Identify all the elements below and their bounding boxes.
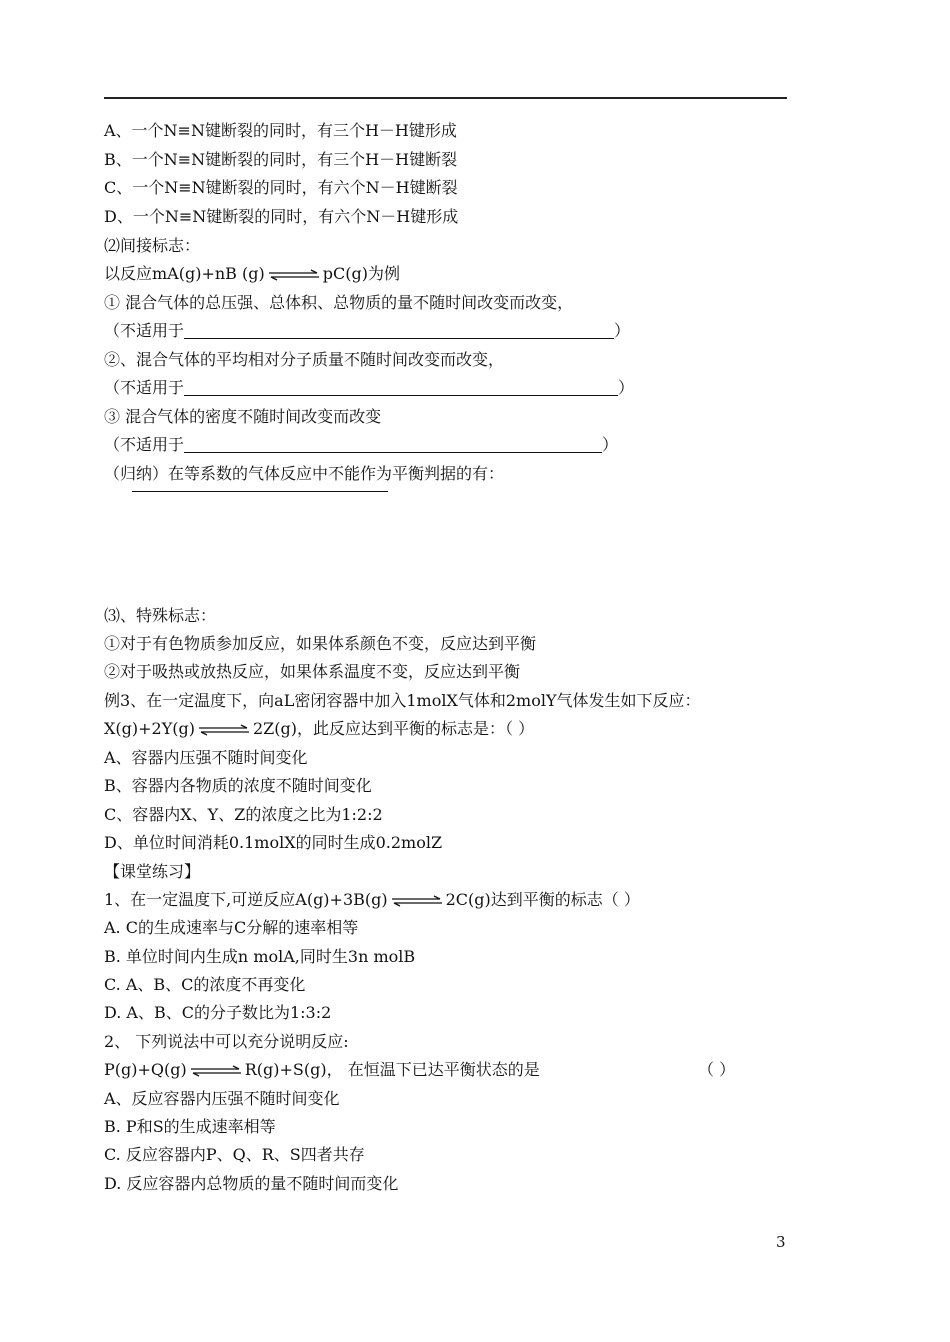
practice-1-option-a: A. C的生成速率与C分解的速率相等	[104, 918, 359, 937]
equilibrium-arrow-icon	[197, 724, 251, 736]
criterion-3: ③ 混合气体的密度不随时间改变而改变	[104, 407, 382, 426]
example-3-reaction: X(g)+2Y(g) 2Z(g)，此反应达到平衡的标志是：（ ）	[104, 719, 535, 738]
equilibrium-arrow-icon	[267, 269, 321, 281]
equilibrium-arrow-icon	[189, 1065, 243, 1077]
special-2: ②对于吸热或放热反应，如果体系温度不变，反应达到平衡	[104, 662, 521, 681]
practice-2-answer-paren: （ ）	[698, 1060, 736, 1079]
practice-2-reaction: P(g)+Q(g) R(g)+S(g)， 在恒温下已达平衡状态的是	[104, 1060, 540, 1079]
practice-1-option-c: C. A、B、C的浓度不再变化	[104, 975, 306, 994]
option-c: C、一个N≡N键断裂的同时，有六个N－H键断裂	[104, 178, 458, 197]
equilibrium-arrow-icon	[390, 895, 444, 907]
criterion-2: ②、混合气体的平均相对分子质量不随时间改变而改变，	[104, 350, 505, 369]
blank-line-1: （不适用于 ）	[104, 321, 631, 340]
blank-line-2: （不适用于 ）	[104, 378, 635, 397]
practice-2-stem: 2、 下列说法中可以充分说明反应:	[104, 1032, 349, 1051]
practice-1-stem: 1、在一定温度下,可逆反应A(g)+3B(g) 2C(g)达到平衡的标志（ ）	[104, 890, 640, 909]
blank-line-3: （不适用于 ）	[104, 435, 619, 454]
example-3-option-a: A、容器内压强不随时间变化	[104, 748, 308, 767]
reaction-left: 以反应mA(g)+nB (g)	[104, 264, 265, 283]
option-d: D、一个N≡N键断裂的同时，有六个N－H键形成	[104, 207, 459, 226]
option-b: B、一个N≡N键断裂的同时，有三个H－H键断裂	[104, 150, 458, 169]
example-3-option-d: D、单位时间消耗0.1molX的同时生成0.2molZ	[104, 833, 443, 852]
example-3-option-b: B、容器内各物质的浓度不随时间变化	[104, 776, 372, 795]
criterion-1: ① 混合气体的总压强、总体积、总物质的量不随时间改变而改变，	[104, 293, 574, 312]
practice-2-option-a: A、反应容器内压强不随时间变化	[104, 1089, 340, 1108]
section-heading-indirect: ⑵间接标志：	[104, 236, 201, 255]
practice-2-option-c: C. 反应容器内P、Q、R、S四者共存	[104, 1145, 365, 1164]
section-heading-special: ⑶、特殊标志：	[104, 606, 217, 625]
example-3-option-c: C、容器内X、Y、Z的浓度之比为1:2:2	[104, 805, 383, 824]
special-1: ①对于有色物质参加反应，如果体系颜色不变，反应达到平衡	[104, 634, 537, 653]
fill-blank[interactable]	[184, 379, 618, 396]
example-3-stem: 例3、在一定温度下，向aL密闭容器中加入1molX气体和2molY气体发生如下反应：	[104, 691, 701, 710]
practice-1-option-d: D. A、B、C的分子数比为1:3:2	[104, 1003, 332, 1022]
page-number: 3	[776, 1233, 786, 1251]
section-heading-practice: 【课堂练习】	[104, 862, 201, 881]
reaction-right: pC(g)为例	[322, 264, 400, 283]
practice-1-option-b: B. 单位时间内生成n molA,同时生3n molB	[104, 947, 416, 966]
practice-2-option-b: B. P和S的生成速率相等	[104, 1117, 276, 1136]
summary-question: （归纳）在等系数的气体反应中不能作为平衡判据的有：	[104, 464, 505, 483]
fill-blank[interactable]	[184, 436, 602, 453]
summary-answer-blank[interactable]	[132, 474, 388, 494]
fill-blank[interactable]	[184, 322, 614, 339]
option-a: A、一个N≡N键断裂的同时，有三个H－H键形成	[104, 121, 457, 140]
reaction-line-general	[104, 264, 400, 284]
practice-2-option-d: D. 反应容器内总物质的量不随时间而变化	[104, 1174, 399, 1193]
header-rule	[104, 97, 787, 99]
